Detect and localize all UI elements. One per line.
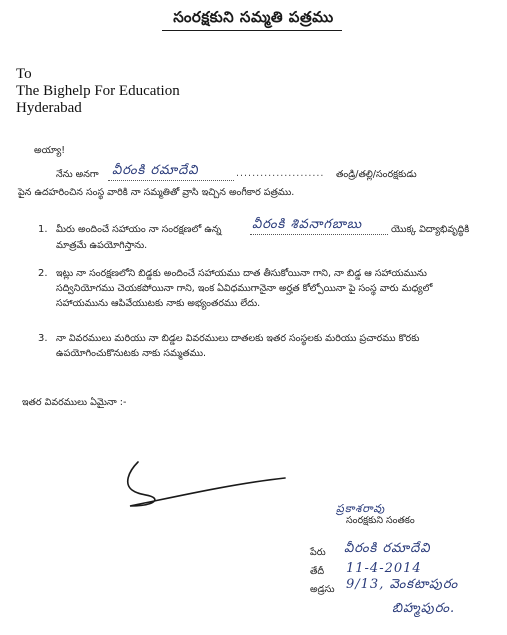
- point-1-number: 1.: [38, 224, 48, 235]
- date-label: తేదీ: [310, 566, 325, 577]
- salutation: అయ్యా!: [34, 145, 66, 156]
- name-label: పేరు: [310, 547, 326, 558]
- child-name-handwritten: వీరంకి శివనాగబాబు: [252, 217, 363, 232]
- point-2-line-1: ఇట్లు నా సంరక్షణలోని బిడ్డకు అందించే సహాయము దాత తీసుకోయినా గాని, నా బిడ్డ ఆ సహాయమును: [56, 268, 427, 279]
- point-3-number: 3.: [38, 333, 48, 344]
- address-label: అడ్రసు: [310, 584, 335, 595]
- address-to: To: [16, 66, 32, 82]
- date-value-handwritten: 11-4-2014: [346, 561, 422, 576]
- point-3-line-2: ఉపయోగించుకొనుటకు నాకు సమ్మతము.: [56, 348, 207, 359]
- signature-image: [110, 450, 310, 520]
- other-details-label: ఇతర వివరములు ఏమైనా :-: [22, 397, 127, 408]
- intro-dots: ......................: [236, 168, 325, 179]
- point-3-line-1: నా వివరములు మరియు నా బిడ్డల వివరములు దాతలకు ఇతర సంస్థలకు మరియు ప్రచారము కొరకు: [56, 333, 420, 344]
- document-title: సంరక్షకుని సమ్మతి పత్రము: [173, 8, 334, 26]
- intro-line-2: పైన ఉదహరించిన సంస్థ వారికి నా సమ్మతితో వ్రాసి ఇచ్చిన అంగీకార పత్రము.: [18, 187, 295, 198]
- relation-options: తండ్రి/తల్లి/సంరక్షకుడు: [336, 169, 417, 180]
- child-name-underline: [250, 234, 388, 235]
- address-organization: The Bighelp For Education: [16, 83, 180, 99]
- address-value-line-1: 9/13, వెంకటాపురం: [346, 577, 459, 592]
- signature-label: సంరక్షకుని సంతకం: [346, 515, 415, 526]
- point-1-line-1-prefix: మీరు అందించే సహాయం నా సంరక్షణలో ఉన్న: [56, 224, 222, 235]
- name-value-handwritten: వీరంకి రమాదేవి: [344, 541, 431, 556]
- signer-handwritten: ప్రకాశరావు: [336, 502, 386, 515]
- title-underline: [162, 30, 342, 31]
- guardian-name-handwritten: వీరంకి రమాదేవి: [112, 163, 199, 178]
- intro-prefix: నేను అనగా: [56, 169, 99, 180]
- address-city: Hyderabad: [16, 100, 82, 116]
- point-2-number: 2.: [38, 268, 48, 279]
- point-2-line-2: సద్వినియోగము చెయకపోయినా గాని, ఇంక ఏవిధముగానైనా అర్హత కోల్పోయినా పై సంస్థ వారు మధ్యలో: [56, 283, 433, 294]
- point-1-line-2: మాత్రమే ఉపయోగిస్తాను.: [56, 240, 148, 251]
- address-value-line-2: బిహ్మపురం.: [392, 601, 456, 616]
- point-1-line-1-suffix: యొక్క విద్యాభివృద్ధికి: [391, 224, 470, 235]
- point-2-line-3: సహాయమును ఆపివేయుటకు నాకు అభ్యంతరము లేదు.: [56, 298, 261, 309]
- name-underline: [108, 180, 234, 181]
